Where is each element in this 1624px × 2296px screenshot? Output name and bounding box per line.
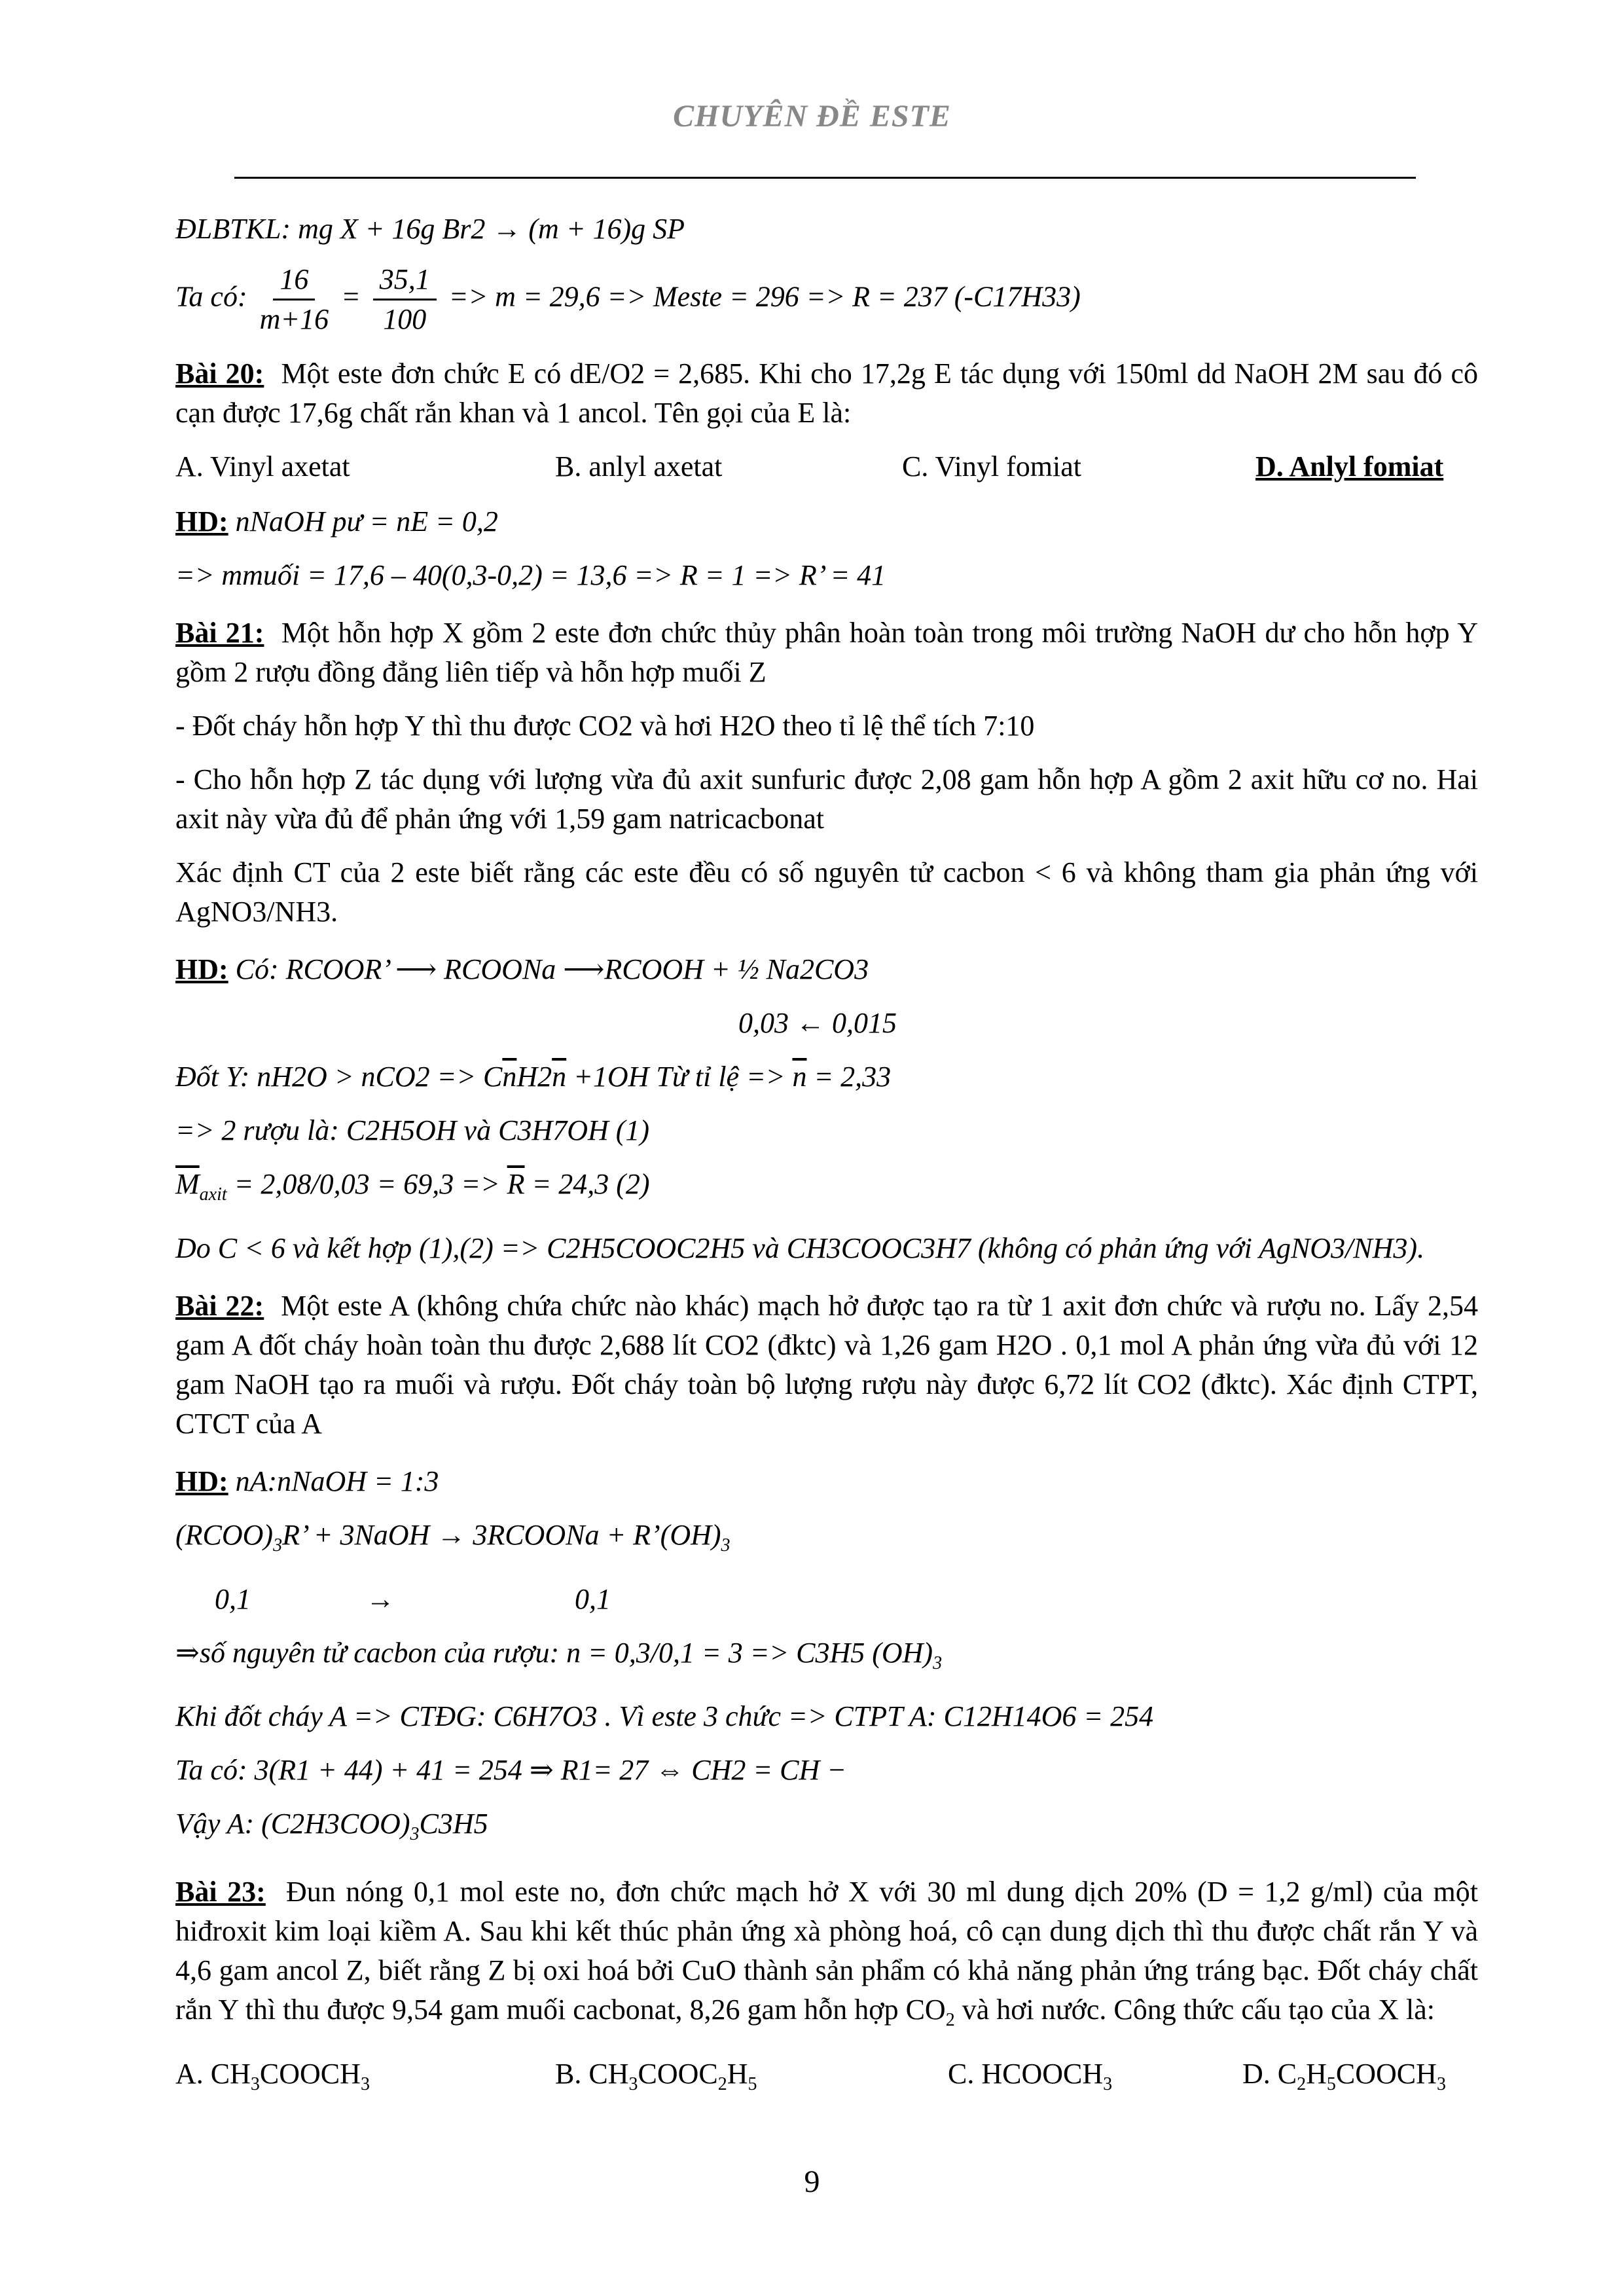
bai21-question: Bài 21: Một hỗn hợp X gồm 2 este đơn chức thủy phân hoàn toàn trong môi trường NaOH dư cho hỗn hợp Y gồm 2 rượu đồng đẳng liên tiếp và hỗn hợp muối Z	[175, 617, 1478, 688]
bai21-line3: Xác định CT của 2 este biết rằng các este đều có số nguyên tử cacbon < 6 và không tham gia phản ứng với AgNO3/NH3.	[175, 856, 1478, 928]
bai20-option-d-answer: D. Anlyl fomiat	[1255, 450, 1444, 483]
bai22-hd1: HD: nA:nNaOH = 1:3	[175, 1465, 439, 1497]
bai21-hd3: Đốt Y: $nH2O > nCO2 => C\overline{n}H2\overline{n} +1OH$ Từ tỉ lệ => $\overline{n} = 2,33$	[175, 1061, 892, 1093]
fraction-2: $\frac{35,1}{100}$	[373, 263, 437, 336]
bai23-option-a: A. $CH_3COOCH_3$	[175, 2057, 370, 2094]
bai20-option-c: C. Vinyl fomiat	[902, 450, 1081, 483]
bai22-hd5: Khi đốt cháy A => CTĐG: C6H7O3 . Vì este 3 chức => CTPT A: C12H14O6 = 254	[175, 1700, 1154, 1733]
fraction-1: $\frac{16}{m+16}$	[259, 263, 329, 335]
bai23-option-b: B. $CH_3COOC_2H_5$	[555, 2057, 757, 2094]
bai20-question: Bài 20: Một este đơn chức E có dE/O2 = 2,685. Khi cho 17,2g E tác dụng với 150ml dd NaOH 2M sau đó cô cạn được 17,6g chất rắn khan và 1 ancol. Tên gọi của E là:	[175, 357, 1478, 429]
bai22-hd3: 0,1 → 0,1	[215, 1582, 611, 1615]
bai22-hd4: ⇒số nguyên tử cacbon của rượu: n = 0,3/0,1 = 3 => C3H5 $(OH)_3$	[175, 1636, 943, 1673]
bai21-hd5: $\overline{M}_{axit} = 2,08/0,03 = 69,3 => \overline{R} = 24,3$ (2)	[175, 1168, 650, 1205]
bai22-hd7: Vậy A: $(C2H3COO)_3C3H5$	[175, 1808, 488, 1845]
bai20-hd1: HD: nNaOH pư = nE = 0,2	[175, 505, 498, 538]
bai20-hd2: => mmuối = 17,6 – 40(0,3-0,2) = 13,6 => R = 1 => R’ = 41	[175, 559, 886, 591]
ta-co-result: => m = 29,6 => Meste = 296 => R = 237 (-C17H33)	[448, 280, 1081, 313]
bai22-question: Bài 22: Một este A (không chứa chức nào khác) mạch hở được tạo ra từ 1 axit đơn chức và rượu no. Lấy 2,54 gam A đốt cháy hoàn toàn thu được 2,688 lít CO2 (đktc) và 1,26 gam H2O . 0,1 mol A phản ứng vừa đủ với 12 gam NaOH tạo ra muối và rượu. Đốt cháy toàn bộ lượng rượu này được 6,72 lít CO2 (đktc). Xác định CTPT, CTCT của A	[175, 1289, 1479, 1440]
bai21-line2: - Cho hỗn hợp Z tác dụng với lượng vừa đủ axit sunfuric được 2,08 gam hỗn hợp A gồm 2 axit hữu cơ no. Hai axit này vừa đủ để phản ứng với 1,59 gam natricacbonat	[175, 763, 1478, 835]
bai23-option-d: D. $C_2H_5COOCH_3$	[1242, 2057, 1446, 2094]
bai21-hd6: Do C < 6 và kết hợp (1),(2) => C2H5COOC2H5 và CH3COOC3H7 (không có phản ứng với AgNO3/NH3).	[175, 1231, 1425, 1264]
bai22-hd2: $(RCOO)_3R$’ + 3NaOH → 3RCOONa + $R’(OH)_3$	[175, 1518, 731, 1556]
header-rule	[234, 177, 1416, 179]
bai21-line1: - Đốt cháy hỗn hợp Y thì thu được CO2 và hơi H2O theo tỉ lệ thể tích 7:10	[175, 710, 1035, 742]
document-body	[175, 210, 1478, 2120]
bai20-option-a: A. Vinyl axetat	[175, 450, 350, 483]
ta-co-prefix: Ta có:	[175, 280, 247, 313]
bai22-hd6: Ta có: 3(R1 + 44) + 41 = 254 ⇒ R1= 27 ⇔ CH2 = CH −	[175, 1754, 846, 1787]
bai23-options	[175, 2054, 1478, 2104]
bai21-hd1: HD: Có: RCOOR’ ⟶ RCOONa ⟶RCOOH + ½ Na2CO3	[175, 953, 869, 985]
ta-co-equation: Ta có: $\frac{16}{m+16}$ = $\frac{35,1}{100}$ => m = 29,6 => Meste = 296 => R = 237 (-C17H33)	[175, 263, 1081, 335]
bai23-option-c: C. $HCOOCH_3$	[948, 2057, 1113, 2094]
bai21-hd2: 0,03 ← 0,015	[738, 1007, 897, 1039]
page-header: CHUYÊN ĐỀ ESTE	[673, 99, 951, 134]
bai23-question: Bài 23: Đun nóng 0,1 mol este no, đơn chức mạch hở X với 30 ml dung dịch 20% (D = 1,2 g/ml) của một hiđroxit kim loại kiềm A. Sau khi kết thúc phản ứng xà phòng hoá, cô cạn dung dịch thì thu được chất rắn Y và 4,6 gam ancol Z, biết rằng Z bị oxi hoá bởi CuO thành sản phẩm có khả năng phản ứng tráng bạc. Đốt cháy chất rắn Y thì thu được 9,54 gam muối cacbonat, 8,26 gam hỗn hợp $CO_2$ và hơi nước. Công thức cấu tạo của X là:	[175, 1876, 1478, 2030]
bai20-options	[175, 447, 1478, 486]
dlbtkl-line: ĐLBTKL: mg X + 16g Br2 → (m + 16)g SP	[175, 213, 685, 245]
bai21-hd4: => 2 rượu là: C2H5OH và C3H7OH (1)	[175, 1114, 650, 1146]
bai20-option-b: B. anlyl axetat	[555, 450, 723, 483]
page-number: 9	[804, 2164, 820, 2199]
